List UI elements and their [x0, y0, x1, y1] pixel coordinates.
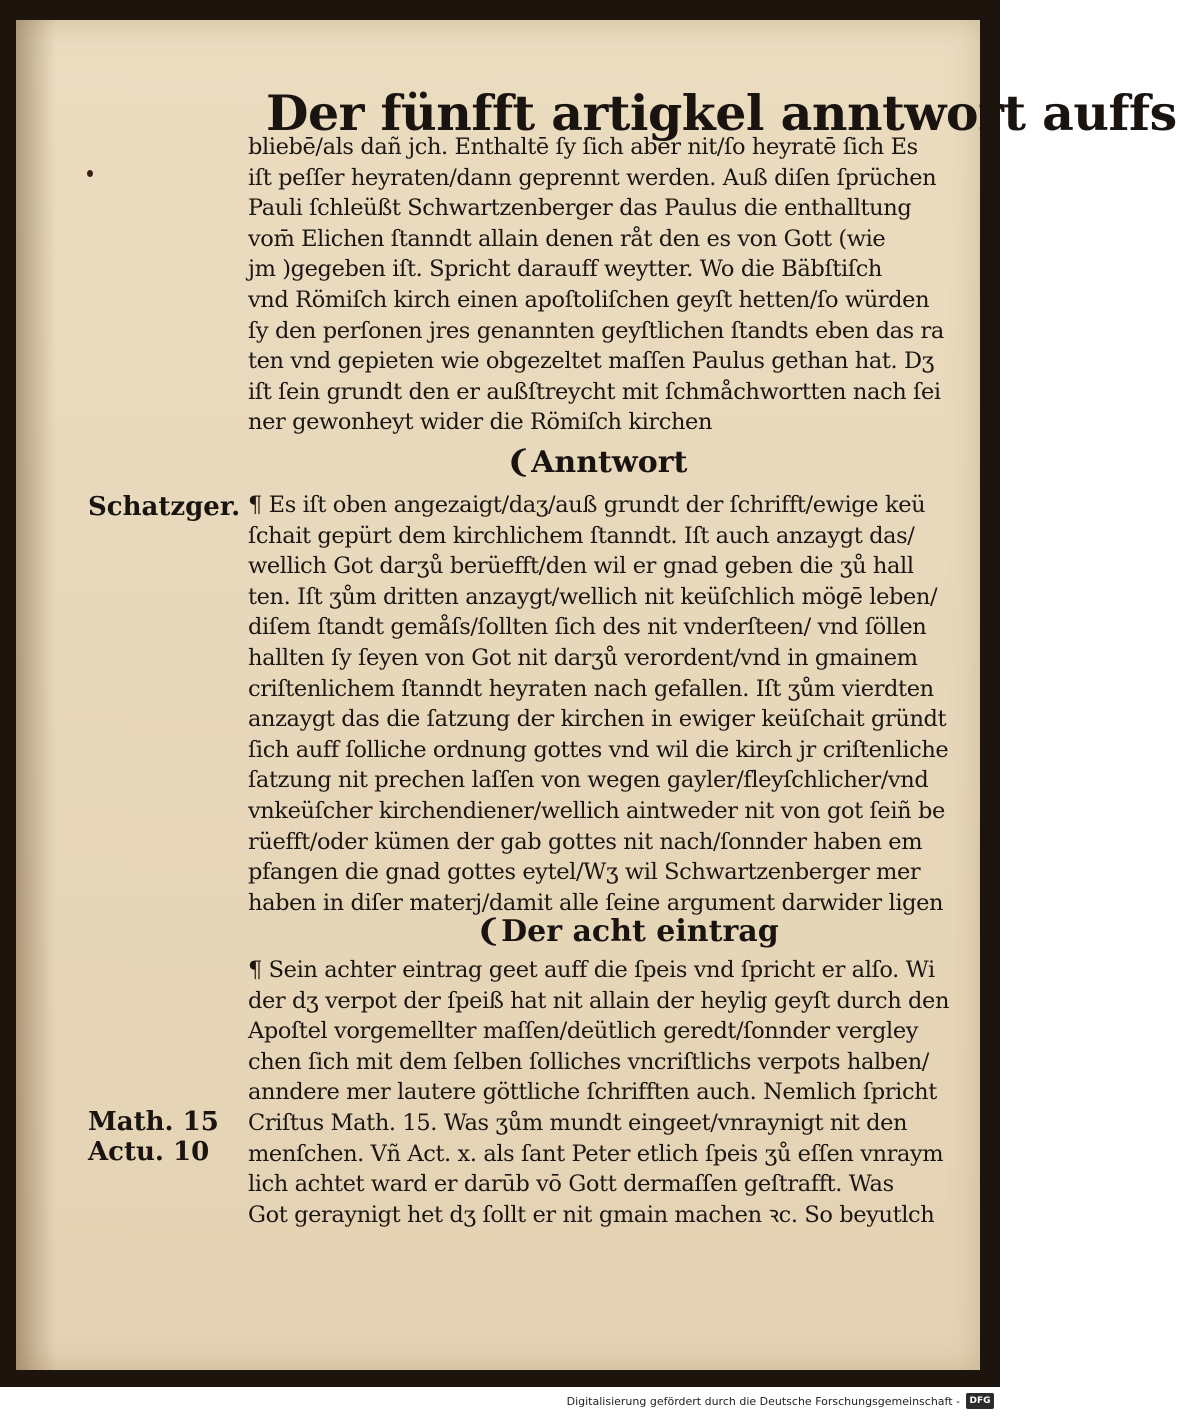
text-line: hallten ſy ſeyen von Got nit darʒů verordent/vnd in gmainem — [248, 645, 918, 671]
margin-note-math: Math. 15 — [88, 1107, 219, 1137]
text-line: criſtenlichem ſtanndt heyraten nach gefallen. Iſt ʒům vierdten — [248, 675, 934, 702]
text-line: rüefft/oder kümen der gab gottes nit nach/ſonnder haben em — [248, 828, 923, 855]
margin-note-actu: Actu. 10 — [88, 1137, 210, 1167]
text-line: pfangen die gnad gottes eytel/Wʒ wil Schwartzenberger mer — [248, 859, 921, 886]
text-line: ſich auff ſolliche ordnung gottes vnd wil die kirch jr criſtenliche — [248, 736, 949, 763]
text-line: jm )gegeben iſt. Spricht darauff weytter. Wo die Bäbſtiſch — [248, 256, 883, 283]
margin-note-schatzger: Schatzger. — [88, 492, 241, 522]
text-line: ſchait gepürt dem kirchlichem ſtanndt. Iſt auch anzaygt das/ — [248, 522, 915, 549]
text-line: chen ſich mit dem ſelben ſolliches vncriſtlichs verpots halben/ — [248, 1048, 929, 1075]
footer-credit: Digitalisierung gefördert durch die Deutsche Forschungsgemeinschaft - — [566, 1395, 960, 1408]
text-line: wellich Got darʒů berüefft/den wil er gnad geben die ʒů hall — [248, 553, 914, 580]
text-line: diſem ſtandt gemåſs/ſollten ſich des nit vnderſteen/ vnd ſöllen — [248, 614, 927, 641]
book-page — [16, 20, 1177, 1370]
text-line: ¶ Es iſt oben angezaigt/daʒ/auß grundt der ſchrifft/ewige keü — [248, 492, 926, 518]
dfg-logo: DFG — [966, 1393, 994, 1409]
text-line: Got geraynigt het dʒ ſollt er nit gmain machen ꝛc. So beyutlch — [248, 1201, 935, 1228]
text-line: anzaygt das die ſatzung der kirchen in ewiger keüſchait gründt — [248, 706, 947, 733]
text-line: haben in diſer materj/damit alle ſeine argument darwider ligen — [248, 889, 944, 916]
running-head: Der fünfft artigkel anntwort auffs — [266, 84, 1177, 142]
text-line: vnd Römiſch kirch einen apoſtoliſchen geyſt hetten/ſo würden — [248, 287, 930, 313]
ink-mark — [87, 170, 93, 177]
section-heading-acht-eintrag: ❨Der acht eintrag — [476, 914, 779, 949]
text-line: iſt ſein grundt den er außſtreycht mit ſchmåchwortten nach ſei — [248, 378, 941, 405]
text-line: ſatzung nit prechen laſſen von wegen gayler/fleyſchlicher/vnd — [248, 767, 929, 794]
text-line: ſy den perſonen jres genannten geyſtlichen ſtandts eben das ra — [248, 317, 944, 344]
text-line: iſt peſſer heyraten/dann geprennt werden. Auß diſen ſprüchen — [248, 164, 937, 191]
text-line: der dʒ verpot der ſpeiß hat nit allain der heylig geyſt durch den — [248, 987, 950, 1014]
section-heading-anntwort: ❨Anntwort — [506, 445, 688, 480]
text-line: vnkeüſcher kirchendiener/wellich aintweder nit von got ſeiñ be — [248, 798, 945, 824]
text-line: lich achtet ward er darūb vō Gott dermaſſen geſtrafft. Was — [248, 1171, 894, 1198]
text-line: Apoſtel vorgemellter maſſen/deütlich geredt/ſonnder vergley — [248, 1018, 919, 1045]
text-line: Criſtus Math. 15. Was ʒům mundt eingeet/vnraynigt nit den — [248, 1110, 908, 1136]
text-line: ten vnd gepieten wie obgezeltet maſſen Paulus gethan hat. Dʒ — [248, 348, 934, 375]
text-line: ner gewonheyt wider die Römiſch kirchen — [248, 409, 713, 436]
text-line: menſchen. Vñ Act. x. als ſant Peter etlich ſpeis ʒů eſſen vnraym — [248, 1140, 944, 1167]
text-line: anndere mer lautere göttliche ſchrifften auch. Nemlich ſpricht — [248, 1079, 937, 1106]
footer-bar — [0, 1387, 1000, 1417]
text-line: bliebē/als dañ jch. Enthaltē ſy ſich aber nit/ſo heyratē ſich Es — [248, 134, 918, 160]
text-line: ¶ Sein achter eintrag geet auff die ſpeis vnd ſpricht er alſo. Wi — [248, 957, 935, 983]
text-line: ten. Iſt ʒům dritten anzaygt/wellich nit keüſchlich mögē leben/ — [248, 583, 938, 610]
text-line: Pauli ſchleüßt Schwartzenberger das Paulus die enthalltung — [248, 195, 912, 222]
text-line: vom̄ Elichen ſtanndt allain denen råt den es von Gott (wie — [248, 225, 886, 252]
